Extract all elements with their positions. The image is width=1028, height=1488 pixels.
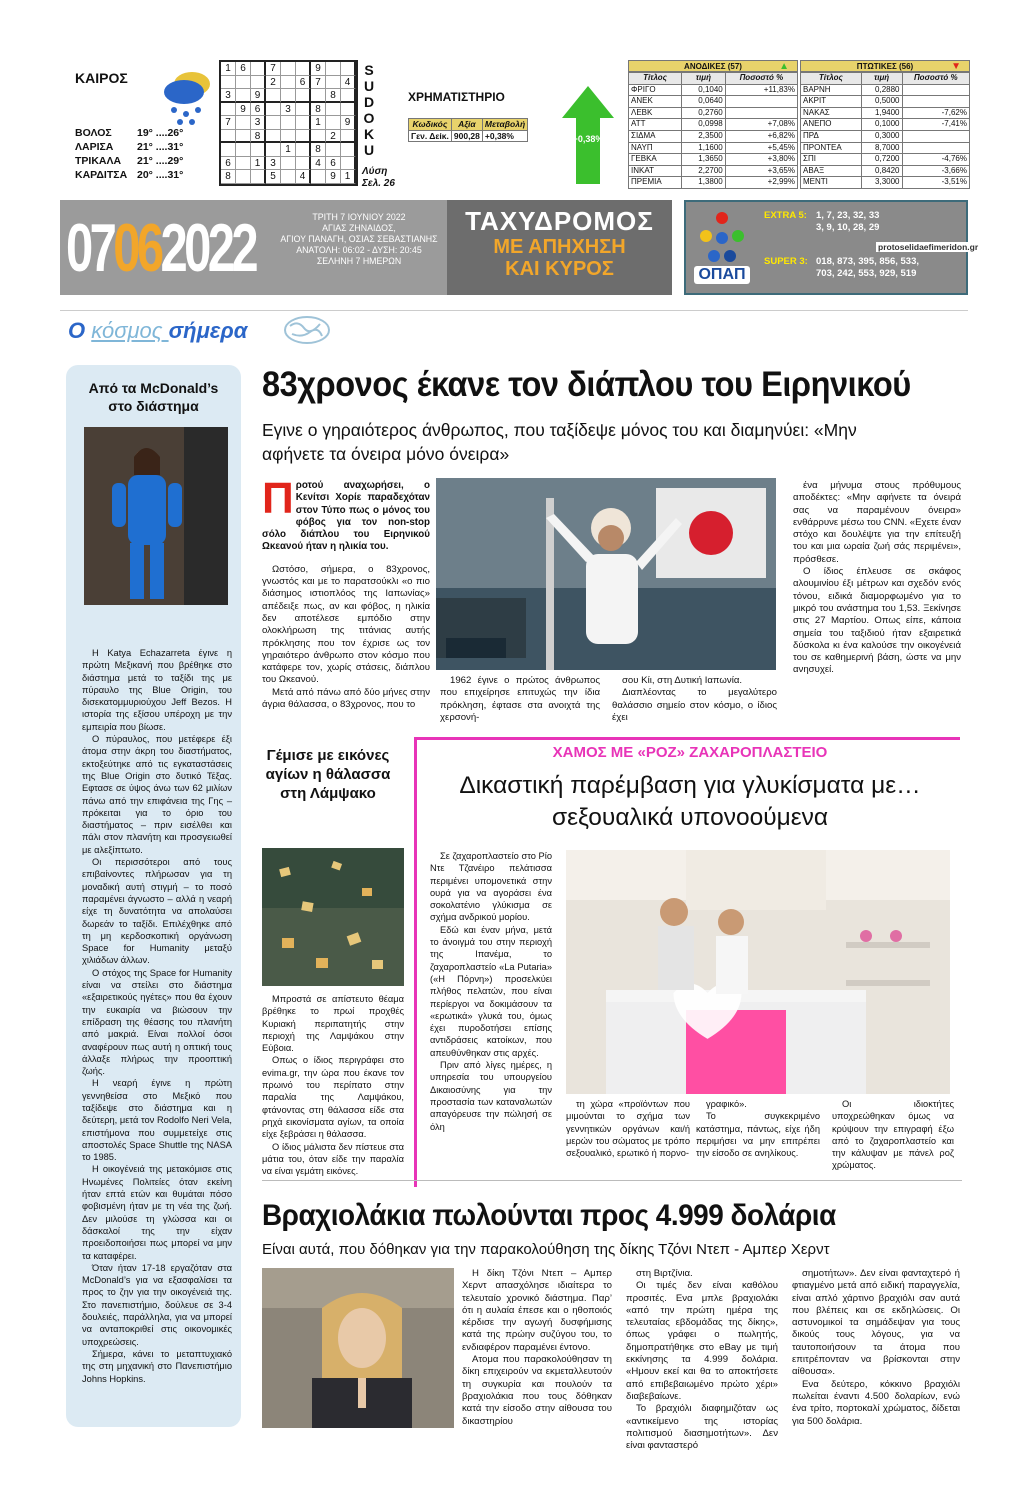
sudoku-cell: 3 bbox=[221, 89, 236, 103]
stock-col-header: τιμή bbox=[861, 73, 902, 85]
sudoku-solution-ref: Λύση Σελ. 26 bbox=[362, 166, 395, 189]
stock-col-header: Τίτλος bbox=[629, 73, 682, 85]
paragraph: στη Βιρτζίνια. bbox=[636, 1268, 693, 1279]
paragraph: Το συγκεκριμένο κατάστημα, πάντως, είχε ήδη περιμήσει να μην επιτρέπει την είσοδο σε ανηλίκους. bbox=[696, 1111, 820, 1159]
stocks-title: ΧΡΗΜΑΤΙΣΤΗΡΙΟ bbox=[408, 90, 505, 104]
sudoku-cell bbox=[341, 130, 356, 144]
up-stocks: ΑΝΟΔΙΚΕΣ (57) ▲ Τίτλος τιμή Ποσοστό % ΦΡΙΓΟ 0,1040 +11,83% ΑΝΕΚ 0,0640 ΛΕΒΚ 0,2760 ΑΤΤ 0,0998 +7,08% ΣΙΔΜΑ 2,3500 +6,82% ΝΑΥΠ 1,1600 +5,45% ΓΕΒΚΑ 1,3650 +3,80% ΙΝΚΑΤ 2,2700 +3,65% ΠΡΕΜΙΑ 1,3800 +2,99% bbox=[628, 60, 798, 189]
up-arrow-icon: ▲ bbox=[779, 61, 789, 72]
sudoku-cell: 1 bbox=[311, 116, 326, 130]
article3-top-rule bbox=[262, 1180, 962, 1181]
sailor-photo bbox=[436, 478, 776, 670]
sudoku-cell: 9 bbox=[236, 103, 251, 117]
weather-title: ΚΑΙΡΟΣ bbox=[75, 70, 128, 86]
sudoku-cell bbox=[281, 76, 296, 90]
sudoku-cell: 4 bbox=[311, 157, 326, 171]
sudoku-cell bbox=[266, 116, 281, 130]
paragraph: Πριν από λίγες ημέρες, η υπηρεσία του υπουργείου Δικαιοσύνης για την προστασία των καταναλωτών απαγόρευσε την πώλησή σε όλη bbox=[430, 1060, 552, 1132]
sudoku-cell bbox=[326, 143, 341, 157]
sudoku-cell bbox=[236, 170, 251, 184]
stock-row: ΣΠΙ 0,7200 -4,76% bbox=[801, 154, 970, 166]
paragraph: Όταν ήταν 17-18 εργαζόταν στα McDonald’s για να εξασφαλίσει τα προς το ζην για την οικογένειά της. Στο πανεπιστήμιο, δούλευε σε 3-4 δουλειές, παράλληλα, για να μπορεί να ανταποκριθεί στις οικονομικές υποχρεώσεις. bbox=[82, 1262, 232, 1347]
stock-row: ΜΕΝΤΙ 3,3000 -3,51% bbox=[801, 177, 970, 189]
bakery-photo bbox=[566, 850, 950, 1094]
sudoku-cell: 5 bbox=[266, 170, 281, 184]
sudoku-cell bbox=[281, 89, 296, 103]
paragraph: Η οικογένειά της μετακόμισε στις Ηνωμένες Πολιτείες όταν εκείνη ήταν επτά ετών και θυμάται πόσο φοβισμένη ήταν με τη νέα της ζωή. Δεν μιλούσε τη γλώσσα και οι δάσκαλοί της την είχαν προειδοποιήσει πως μπορεί να μην τα καταφέρει. bbox=[82, 1164, 232, 1261]
sudoku-cell bbox=[236, 89, 251, 103]
stock-col-header: Τίτλος bbox=[801, 73, 862, 85]
sudoku-cell bbox=[296, 157, 311, 171]
stock-row: ΒΑΡΝΗ 0,2880 bbox=[801, 84, 970, 96]
sudoku-cell: 7 bbox=[266, 62, 281, 76]
section-rule bbox=[60, 310, 968, 311]
sudoku-cell: 7 bbox=[221, 116, 236, 130]
paragraph: σου Κίι, στη Δυτική Ιαπωνία. bbox=[622, 675, 743, 686]
paragraph: Η Katya Echazarreta έγινε η πρώτη Μεξικανή που βρέθηκε στο διάστημα μετά το ταξίδι της με πύραυλο της Blue Origin, του δισεκατομμυριούχου Jeff Bezos. Η ιστορία της εξίσου υπέροχη με την εμπειρία που βίωσε. bbox=[82, 648, 232, 732]
sudoku-cell bbox=[281, 62, 296, 76]
index-up-arrow-icon bbox=[560, 84, 616, 186]
paragraph: 1962 έγινε ο πρώτος άνθρωπος που επιχείρησε επιτυχώς την ίδια πρόκληση, έφτασε στα ανοιχτά της χερσονή- bbox=[440, 675, 600, 723]
date-band bbox=[60, 200, 448, 295]
down-arrow-icon: ▼ bbox=[951, 61, 961, 72]
article2-left-rule bbox=[414, 737, 417, 1187]
stock-col-header: Ποσοστό % bbox=[725, 73, 797, 85]
sudoku-cell bbox=[266, 130, 281, 144]
opap-label: ΟΠΑΠ bbox=[694, 266, 750, 284]
paragraph: Οι ιδιοκτήτες υποχρεώθηκαν όμως να κρύψουν την επιγραφή έξω από το ζαχαροπλαστείο και την κάλυψαν με πάνελ ροζ χρώματος. bbox=[832, 1099, 954, 1171]
article2-col1 bbox=[430, 850, 552, 1133]
paragraph: Οι τιμές δεν είναι καθόλου προσιτές. Ενα μπλε βραχιολάκι «από την πρώτη ημέρα της τελευταίας εβδομάδας της δίκης», όπως γράφει ο πωλητής, δημοπρατήθηκε στο eBay με τιμή εκκίνησης τα 4.999 δολάρια. «Ημουν εκεί και θα το αποκτήσετε από επιβεβαιωμένο πρώτο χέρι» διαβεβαίωνε. bbox=[626, 1280, 778, 1402]
sudoku-cell: 6 bbox=[296, 76, 311, 90]
stock-row: ΑΝΕΠΟ 0,1000 -7,41% bbox=[801, 119, 970, 131]
globe-map-icon bbox=[282, 312, 332, 348]
sudoku-cell: 6 bbox=[221, 157, 236, 171]
sudoku-cell bbox=[236, 130, 251, 144]
sudoku-cell: 8 bbox=[326, 89, 341, 103]
paragraph: Διαπλέοντας το μεγαλύτερο θαλάσσιο σημείο στον κόσμο, ο ίδιος έχει bbox=[612, 687, 777, 723]
sudoku-cell: 2 bbox=[266, 76, 281, 90]
article3-subhead: Είναι αυτά, που δόθηκαν για την παρακολούθηση της δίκης Τζόνι Ντεπ - Αμπερ Χερντ bbox=[262, 1241, 830, 1258]
stock-row: ΓΕΒΚΑ 1,3650 +3,80% bbox=[629, 154, 798, 166]
stock-row: ΠΡΕΜΙΑ 1,3800 +2,99% bbox=[629, 177, 798, 189]
stock-col-header: Ποσοστό % bbox=[902, 73, 970, 85]
sudoku-cell: 9 bbox=[311, 62, 326, 76]
stock-row: ΙΝΚΑΤ 2,2700 +3,65% bbox=[629, 165, 798, 177]
sudoku-cell: 1 bbox=[221, 62, 236, 76]
amber-heard-photo bbox=[262, 1268, 454, 1428]
article1-col3 bbox=[612, 675, 777, 724]
stock-row: ΠΡΟΝΤΕΑ 8,7000 bbox=[801, 142, 970, 154]
sidebar-lampsako-title: Γέμισε με εικόνες αγίων η θάλασσα στη Λάμψακο bbox=[265, 747, 391, 802]
paragraph: Ο ίδιος μάλιστα δεν πίστευε στα μάτια του, όταν είδε την παραλία να είναι γεμάτη εικόνες. bbox=[262, 1141, 404, 1177]
weather-box bbox=[60, 60, 210, 195]
paragraph: Εδώ και έναν μήνα, μετά το άνοιγμά του στην περιοχή της Ιπανέμα, το ζαχαροπλαστείο «La Putaria» («Η Πόρνη») προσελκύει πλήθος πελατών, που είναι περίεργοι να δοκιμάσουν τα «ερωτικά» γλυκά του, όμως έχει πυροδοτήσει επίσης αντιδράσεις κατοίκων, που απευθύνθηκαν στις αρχές. bbox=[430, 924, 552, 1058]
super3-label: SUPER 3: bbox=[764, 256, 808, 267]
stock-row: ΑΚΡΙΤ 0,5000 bbox=[801, 96, 970, 108]
super3-numbers: 018, 873, 395, 856, 533, 703, 242, 553, 929, 519 bbox=[816, 256, 920, 279]
sudoku-cell: 9 bbox=[341, 116, 356, 130]
sudoku-cell: 6 bbox=[326, 157, 341, 171]
paragraph: Ο ίδιος έπλευσε σε σκάφος αλουμινίου έξι μέτρων και σχεδόν ενός τόνου, ειδικά διαμορφωμένο για το μικρό του ανάστημα του 1,53. Ξεκίνησε στις 27 Μαρτίου. Οπως είπε, κάποια σημεία του ταξιδιού ήταν εξαιρετικά δύσκολα κι ένα καλούσε την οικογένειά του σε καθημερινή βάση, ώστε να μην ανησυχεί. bbox=[793, 566, 961, 676]
sudoku-cell: 3 bbox=[266, 157, 281, 171]
stock-row: ΛΕΒΚ 0,2760 bbox=[629, 107, 798, 119]
sudoku-cell bbox=[266, 143, 281, 157]
article3-col1 bbox=[462, 1268, 612, 1428]
paragraph: Ατομα που παρακολούθησαν τη δίκη επιχειρούν να εκμεταλλευτούν τη συγκυρία και πουλούν τα βραχιολάκια που τους δόθηκαν κατά την είσοδο στην αίθουσα του δικαστηρίου bbox=[462, 1354, 612, 1427]
index-arrow-label: +0,38% bbox=[572, 134, 604, 144]
paragraph: Ο στόχος της Space for Humanity είναι να στείλει στο διάστημα «εξαιρετικούς ηγέτες» που θα έχουν την ευκαιρία να βιώσουν την επίδραση της θέασης του πλανήτη από μακριά. Είναι πολλοί όσοι αναφέρουν πως αυτή η οπτική τους άλλαξε πλήρως την προοπτική ζωής. bbox=[82, 967, 232, 1077]
down-stocks: ΠΤΩΤΙΚΕΣ (56) ▼ Τίτλος τιμή Ποσοστό % ΒΑΡΝΗ 0,2880 ΑΚΡΙΤ 0,5000 ΝΑΚΑΣ 1,9400 -7,62% ΑΝΕΠΟ 0,1000 -7,41% ΠΡΔ 0,3000 ΠΡΟΝΤΕΑ 8,7000 ΣΠΙ 0,7200 -4,76% ΑΒΑΞ 0,8420 -3,66% ΜΕΝΤΙ 3,3000 -3,51% bbox=[800, 60, 970, 189]
sidebar-mcdonalds bbox=[66, 365, 241, 1427]
sidebar-mcdonalds-body bbox=[82, 647, 232, 1385]
article3-col3 bbox=[792, 1268, 960, 1428]
weather-list bbox=[75, 126, 215, 182]
article3-col2 bbox=[626, 1268, 778, 1452]
sudoku-cell bbox=[296, 62, 311, 76]
sudoku-cell: 4 bbox=[341, 76, 356, 90]
article1-lead: ροτού αναχωρήσει, ο Κενίτσι Χορίε παραδεχόταν στον Τύπο πως ο μόνος του φόβος για τον non-stop σόλο διάπλου του Ειρηνικού Ωκεανού ήταν η ηλικία του. bbox=[262, 480, 430, 553]
sudoku-cell bbox=[311, 130, 326, 144]
extra5-label: EXTRA 5: bbox=[764, 210, 807, 221]
taxydromos-box bbox=[447, 200, 672, 295]
watermark: protoselidaefimeridon.gr bbox=[878, 242, 979, 252]
taxydromos-sub2: ΚΑΙ ΚΥΡΟΣ bbox=[505, 258, 614, 280]
extra5-numbers: 1, 7, 23, 32, 33 3, 9, 10, 28, 29 bbox=[816, 210, 880, 233]
sudoku-cell bbox=[281, 170, 296, 184]
paragraph: Ωστόσο, σήμερα, ο 83χρονος, γνωστός και με το παρατσούκλι «ο πιο διάσημος ιστιοπλόος της Ιαπωνίας» απέδειξε πως, αν και φόβος, η ηλικία δεν αποτέλεσε εμπόδιο στην ολοκλήρωση της τιτάνιας αυτής πρόκλησης που τον έχρισε ως τον γηραιότερο άνθρωπο στον κόσμο που κατάφερε τον, χωρίς στάσεις, διάπλου του Ωκεανού. bbox=[262, 563, 430, 686]
paragraph: Ο πύραυλος, που μετέφερε έξι άτομα στην άκρη του διαστήματος, εκτοξεύτηκε από τις εγκαταστάσεις της Blue Origin στο δυτικό Τέξας. Εφτασε σε ύψος άνω των 62 μιλίων πάνω από την επιφάνεια της Γης – πρόκειται για το όριο του διαστήματος – πριν εισέλθει και πάλι στον πλανήτη και προσγειωθεί με αλεξίπτωτο. bbox=[82, 734, 232, 855]
sudoku-cell bbox=[296, 130, 311, 144]
taxydromos-sub1: ΜΕ ΑΠΗΧΗΣΗ bbox=[493, 236, 626, 258]
sudoku-cell bbox=[281, 157, 296, 171]
sudoku-cell bbox=[341, 143, 356, 157]
sudoku-cell bbox=[236, 116, 251, 130]
sudoku-cell: 8 bbox=[311, 103, 326, 117]
sudoku-cell bbox=[236, 143, 251, 157]
sudoku-cell bbox=[341, 62, 356, 76]
astronaut-photo bbox=[84, 427, 228, 605]
article2-kicker: ΧΑΜΟΣ ΜΕ «ΡΟΖ» ΖΑΧΑΡΟΠΛΑΣΤΕΙΟ bbox=[552, 744, 828, 761]
stock-row: ΦΡΙΓΟ 0,1040 +11,83% bbox=[629, 84, 798, 96]
sudoku-cell bbox=[251, 62, 266, 76]
sudoku-cell: 9 bbox=[326, 170, 341, 184]
stock-row: ΑΝΕΚ 0,0640 bbox=[629, 96, 798, 108]
sudoku-cell bbox=[221, 103, 236, 117]
sudoku-cell: 9 bbox=[251, 89, 266, 103]
article2-col4 bbox=[832, 1098, 954, 1172]
article1-headline: 83χρονος έκανε τον διάπλου του Ειρηνικού bbox=[262, 365, 911, 404]
stock-row: ΠΡΔ 0,3000 bbox=[801, 130, 970, 142]
icons-sea-photo bbox=[262, 848, 404, 986]
paragraph: Οι περισσότεροι από τους επιβαίνοντες πλήρωσαν για τη μοναδική αυτή στιγμή – το ποσό παραμένει άγνωστο – αλλά η νεαρή είχε τη δυνατότητα να απολαύσει δωρεάν το ταξίδι. Επιλέχθηκε από τη μη κερδοσκοπική οργάνωση Space for Humanity μεταξύ χιλιάδων άλλων. bbox=[82, 857, 232, 966]
sudoku-cell: 4 bbox=[296, 170, 311, 184]
sudoku-cell: 1 bbox=[251, 157, 266, 171]
index-table: Κωδικός Αξία Μεταβολή Γεν. Δείκ. 900,28 +0,38% bbox=[408, 118, 528, 142]
sudoku-cell: 6 bbox=[251, 103, 266, 117]
sudoku-cell bbox=[311, 170, 326, 184]
paragraph: Η δίκη Τζόνι Ντεπ – Αμπερ Χερντ απασχόλησε ιδιαίτερα το τελευταίο χρονικό διάστημα. Παρ’ ότι η αυλαία έπεσε και ο ηθοποιός κέρδισε την αγωγή δυσφήμισης κατά της πρώην συζύγου του, το ενδιαφέρον παραμένει έντονο. bbox=[462, 1268, 612, 1353]
paragraph: Μπροστά σε απίστευτο θέαμα βρέθηκε το πρωί προχθές Κυριακή περιπατητής στην περιοχή της Λαμψάκου στην Εύβοια. bbox=[262, 994, 404, 1054]
up-stocks-table bbox=[628, 72, 798, 189]
sudoku-cell bbox=[251, 143, 266, 157]
sudoku-cell bbox=[221, 130, 236, 144]
paragraph: Σήμερα, κάνει το μεταπτυχιακό της στη μηχανική στο Πανεπιστήμιο Johns Hopkins. bbox=[82, 1348, 232, 1384]
sudoku-cell bbox=[326, 76, 341, 90]
sudoku-cell bbox=[311, 89, 326, 103]
sudoku-cell bbox=[296, 89, 311, 103]
sudoku-cell bbox=[221, 76, 236, 90]
sudoku-cell bbox=[296, 116, 311, 130]
article3-headline: Βραχιολάκια πωλούνται προς 4.999 δολάρια bbox=[262, 1199, 836, 1232]
sudoku-cell bbox=[281, 116, 296, 130]
weather-row: ΚΑΡΔΙΤΣΑ 20° ....31° bbox=[75, 169, 184, 181]
paragraph: Η νεαρή έγινε η πρώτη γεννηθείσα στο Μεξικό που ταξίδεψε στο διάστημα και η δεύτερη, μετά τον Rodolfo Neri Vela, επιστήμονα που συμμετείχε στις αποστολές Space Shuttle της NASA το 1985. bbox=[82, 1078, 232, 1163]
paragraph: Το βραχιόλι διαφημιζόταν ως «αντικείμενο της ιστορίας πολιτισμού διασημοτήτων». Δεν είναι φανταστερό bbox=[626, 1403, 778, 1452]
sudoku-cell bbox=[296, 143, 311, 157]
sudoku-cell bbox=[296, 103, 311, 117]
article1-col2 bbox=[440, 675, 600, 724]
paragraph: Σε ζαχαροπλαστείο στο Ρίο Ντε Τζανέιρο πελάτισσα περιμένει υπομονετικά στην ουρά για να αγοράσει ένα σοκολατένιο γλύκισμα σε σχήμα ανδρικού μορίου. bbox=[430, 851, 552, 923]
paragraph: Μετά από πάνω από δύο μήνες στην άγρια θάλασσα, ο 83χρονος, που το bbox=[262, 686, 430, 711]
sudoku-cell: 6 bbox=[236, 62, 251, 76]
sudoku-cell bbox=[341, 89, 356, 103]
sudoku-cell bbox=[341, 103, 356, 117]
opap-logo-icon bbox=[696, 210, 748, 266]
section-title: Ο κόσμος σήμερα bbox=[68, 318, 248, 343]
sudoku-cell: 7 bbox=[311, 76, 326, 90]
stock-row: ΣΙΔΜΑ 2,3500 +6,82% bbox=[629, 130, 798, 142]
sudoku-cell bbox=[221, 143, 236, 157]
article2-col2 bbox=[566, 1098, 690, 1159]
article1-col4 bbox=[793, 480, 961, 677]
stock-col-header: τιμή bbox=[681, 73, 725, 85]
stock-row: ΑΤΤ 0,0998 +7,08% bbox=[629, 119, 798, 131]
weather-row: ΒΟΛΟΣ 19° ....26° bbox=[75, 127, 184, 139]
sudoku-cell: 3 bbox=[281, 103, 296, 117]
sudoku-cell bbox=[326, 103, 341, 117]
paragraph: Ενα δεύτερο, κόκκινο βραχιόλι πωλείται έναντι 4.500 δολαρίων, ενώ ένα τρίτο, πορτοκαλί χρώματος, δίδεται για 500 δολάρια. bbox=[792, 1378, 960, 1427]
sudoku-cell bbox=[341, 157, 356, 171]
sudoku-cell: 8 bbox=[221, 170, 236, 184]
sudoku-cell bbox=[281, 130, 296, 144]
article1-dropcap: Π bbox=[262, 474, 294, 523]
taxydromos-title: ΤΑΧΥΔΡΟΜΟΣ bbox=[465, 206, 654, 236]
stock-row: ΝΑΚΑΣ 1,9400 -7,62% bbox=[801, 107, 970, 119]
sidebar-mcdonalds-title: Από τα McDonald’s στο διάστημα bbox=[88, 380, 219, 414]
article2-headline: Δικαστική παρέμβαση για γλυκίσματα με… σεξουαλικά υπονοούμενα bbox=[459, 772, 921, 831]
sudoku-cell: 2 bbox=[326, 130, 341, 144]
sudoku-cell: 1 bbox=[341, 170, 356, 184]
sudoku-grid bbox=[219, 60, 358, 186]
paragraph: Οπως ο ίδιος περιγράφει στο evima.gr, την ώρα που έκανε τον πρωινό του περίπατο στην παραλία της Λαμψάκου, φτάνοντας στη θάλασσα είδε στα ρηχά εικονίσματα αγίων, τα οποία είχε ξεβράσει η θάλασσα. bbox=[262, 1055, 404, 1140]
article2-top-rule bbox=[414, 737, 960, 740]
article1-col1 bbox=[262, 474, 430, 711]
sudoku-cell bbox=[236, 157, 251, 171]
sudoku-cell: 3 bbox=[251, 116, 266, 130]
stock-row: ΑΒΑΞ 0,8420 -3,66% bbox=[801, 165, 970, 177]
paragraph: γραφικό». bbox=[706, 1099, 747, 1109]
sudoku-cell bbox=[326, 116, 341, 130]
weather-row: ΛΑΡΙΣΑ 21° ....31° bbox=[75, 141, 184, 153]
article2-col3 bbox=[696, 1098, 820, 1159]
date-info: ΤΡΙΤΗ 7 ΙΟΥΝΙΟΥ 2022 ΑΓΙΑΣ ΖΗΝΑΙΔΟΣ, ΑΓΙΟΥ ΠΑΝΑΓΗ, ΟΣΙΑΣ ΣΕΒΑΣΤΙΑΝΗΣ ΑΝΑΤΟΛΗ: 06:02 - ΔΥΣΗ: 20:45 ΣΕΛΗΝΗ 7 ΗΜΕΡΩΝ bbox=[280, 212, 438, 266]
sudoku-cell: 8 bbox=[311, 143, 326, 157]
article1-subhead: Εγινε ο γηραιότερος άνθρωπος, που ταξίδεψε μόνος του και διαμηνύει: «Μην αφήνετε τα όνειρα μόνο όνειρα» bbox=[262, 420, 857, 464]
weather-rain-icon bbox=[162, 64, 214, 126]
down-stocks-table bbox=[800, 72, 970, 189]
sudoku-cell bbox=[236, 76, 251, 90]
sudoku-cell bbox=[326, 62, 341, 76]
weather-row: ΤΡΙΚΑΛΑ 21° ....29° bbox=[75, 155, 184, 167]
sudoku-cell: 1 bbox=[281, 143, 296, 157]
sudoku-label: S U D O K U bbox=[363, 62, 375, 158]
stock-row: ΝΑΥΠ 1,1600 +5,45% bbox=[629, 142, 798, 154]
sidebar-lampsako-body bbox=[262, 993, 404, 1177]
sudoku-cell: 8 bbox=[251, 130, 266, 144]
sudoku-cell bbox=[251, 170, 266, 184]
sudoku-cell bbox=[266, 89, 281, 103]
date-display: 07062022 bbox=[66, 210, 256, 286]
paragraph: ένα μήνυμα στους πρόθυμους αποδέκτες: «Μην αφήνετε τα όνειρά σας να παραμένουν όνειρα» ενθάρρυνε μέσω του CNN. «Εχετε έναν στόχο και δουλέψτε για την επίτευξή του και μια ωραία ζωή σάς περιμένει», πρόσθεσε. bbox=[793, 480, 961, 565]
paragraph: τη χώρα «προϊόντων που μιμούνται το σχήμα των γεννητικών οργάνων και/ή μερών του σώματος με τρόπο σεξουαλικό, ερωτικό ή πορνο- bbox=[566, 1099, 690, 1159]
sudoku-cell bbox=[266, 103, 281, 117]
paragraph: σημοτήτων». Δεν είναι φανταχτερό ή φτιαγμένο μετά από ειδική παραγγελία, είναι απλό χάρτινο βραχιόλι σαν αυτά που βλέπεις και σε εκδηλώσεις. Οι αστυνομικοί τα σημάδεψαν για τους δικούς τους λόγους, για να ταυτοποιήσουν τα άτομα που επιτρέπονταν να βρίσκονται στην αίθουσα». bbox=[792, 1268, 960, 1378]
sudoku-cell bbox=[251, 76, 266, 90]
